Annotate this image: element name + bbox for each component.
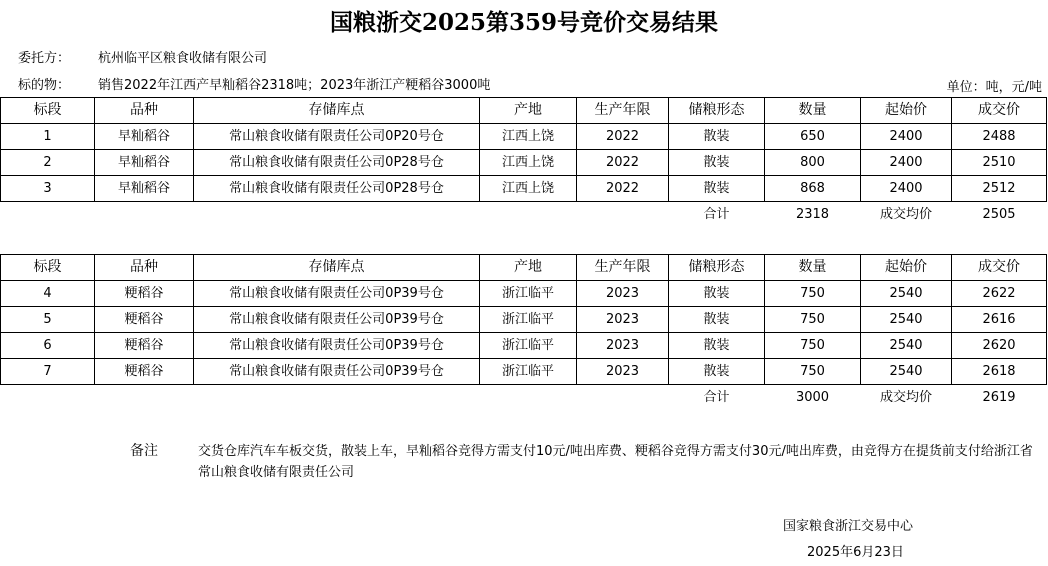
table-cell: 浙江临平: [480, 281, 577, 307]
header-cell: 产地: [480, 255, 577, 281]
table-cell: 常山粮食收储有限责任公司0P39号仓: [194, 307, 480, 333]
table-cell: 2023: [577, 359, 669, 385]
client-line: [18, 50, 267, 68]
table-cell: 常山粮食收储有限责任公司0P20号仓: [194, 124, 480, 150]
table-cell: 2022: [577, 124, 669, 150]
table-row: [1, 150, 1047, 176]
table-cell: 2616: [952, 307, 1047, 333]
header-cell: 成交价: [952, 98, 1047, 124]
remark-label: 备注: [130, 443, 158, 459]
average-price-label: 成交均价: [879, 390, 932, 405]
client-value: 杭州临平区粮食收储有限公司: [98, 51, 268, 66]
table-cell: 散装: [669, 359, 765, 385]
table-cell: 2023: [577, 333, 669, 359]
table-cell: 早籼稻谷: [95, 176, 194, 202]
total-label: 合计: [703, 390, 730, 405]
table-cell: 2622: [952, 281, 1047, 307]
total-quantity: 3000: [795, 390, 830, 405]
table-cell: 868: [765, 176, 861, 202]
table-cell: 4: [1, 281, 95, 307]
table-cell: 2540: [861, 307, 952, 333]
header-cell: 储粮形态: [669, 255, 765, 281]
table-cell: 常山粮食收储有限责任公司0P39号仓: [194, 281, 480, 307]
results-table-japonica: [0, 254, 1047, 410]
header-cell: 起始价: [861, 255, 952, 281]
table-row: [1, 359, 1047, 385]
table-row: [1, 176, 1047, 202]
subject-label: 标的物：: [18, 78, 71, 93]
summary-row: [1, 202, 1047, 228]
table-cell: 2618: [952, 359, 1047, 385]
table-cell: 2022: [577, 150, 669, 176]
table-cell: 粳稻谷: [95, 333, 194, 359]
table-header-row: [1, 98, 1047, 124]
table-cell: 2512: [952, 176, 1047, 202]
document-title: 国粮浙交2025第359号竞价交易结果: [329, 9, 719, 36]
summary-row: [1, 385, 1047, 411]
header-cell: 生产年限: [577, 255, 669, 281]
subject-line: [18, 77, 490, 95]
table-cell: 散装: [669, 307, 765, 333]
issuing-organization: 国家粮食浙江交易中心: [783, 519, 914, 534]
table-cell: 粳稻谷: [95, 359, 194, 385]
table-cell: 散装: [669, 281, 765, 307]
header-cell: 产地: [480, 98, 577, 124]
table-header-row: [1, 255, 1047, 281]
table-cell: 2540: [861, 281, 952, 307]
table-row: [1, 281, 1047, 307]
table-cell: 江西上饶: [480, 176, 577, 202]
table-cell: 800: [765, 150, 861, 176]
table-cell: 散装: [669, 176, 765, 202]
subject-value: 销售2022年江西产早籼稻谷2318吨；2023年浙江产粳稻谷3000吨: [98, 78, 491, 93]
header-cell: 数量: [765, 98, 861, 124]
average-price-label: 成交均价: [879, 207, 932, 222]
header-cell: 数量: [765, 255, 861, 281]
table-cell: 常山粮食收储有限责任公司0P39号仓: [194, 333, 480, 359]
table-cell: 5: [1, 307, 95, 333]
table-cell: 粳稻谷: [95, 281, 194, 307]
table-cell: 2400: [861, 150, 952, 176]
table-row: [1, 124, 1047, 150]
table-cell: 2620: [952, 333, 1047, 359]
table-cell: 750: [765, 281, 861, 307]
table-row: [1, 307, 1047, 333]
table-cell: 浙江临平: [480, 359, 577, 385]
table-cell: 浙江临平: [480, 333, 577, 359]
issue-date: 2025年6月23日: [807, 545, 904, 560]
table-cell: 粳稻谷: [95, 307, 194, 333]
table-cell: 2540: [861, 359, 952, 385]
table-cell: 2540: [861, 333, 952, 359]
average-price: 2505: [982, 207, 1016, 222]
table-cell: 2023: [577, 281, 669, 307]
client-label: 委托方：: [18, 51, 71, 66]
table-cell: 江西上饶: [480, 124, 577, 150]
table-cell: 2400: [861, 176, 952, 202]
unit-note: 单位：吨，元/吨: [946, 80, 1042, 95]
remark-text: 交货仓库汽车车板交货，散装上车，早籼稻谷竞得方需支付10元/吨出库费、粳稻谷竞得方需支付30元/吨出库费，由竞得方在提货前支付给浙江省常山粮食收储有限责任公司: [198, 444, 1033, 480]
table-cell: 浙江临平: [480, 307, 577, 333]
table-cell: 2: [1, 150, 95, 176]
table-cell: 散装: [669, 124, 765, 150]
table-cell: 散装: [669, 150, 765, 176]
header-cell: 存储库点: [194, 98, 480, 124]
header-cell: 储粮形态: [669, 98, 765, 124]
header-cell: 标段: [1, 255, 95, 281]
table-cell: 3: [1, 176, 95, 202]
table-cell: 早籼稻谷: [95, 150, 194, 176]
table-cell: 2510: [952, 150, 1047, 176]
table-cell: 江西上饶: [480, 150, 577, 176]
table-cell: 2488: [952, 124, 1047, 150]
table-cell: 7: [1, 359, 95, 385]
header-cell: 品种: [95, 255, 194, 281]
table-cell: 常山粮食收储有限责任公司0P28号仓: [194, 176, 480, 202]
table-cell: 早籼稻谷: [95, 124, 194, 150]
table-cell: 650: [765, 124, 861, 150]
header-cell: 品种: [95, 98, 194, 124]
table-cell: 常山粮食收储有限责任公司0P28号仓: [194, 150, 480, 176]
header-cell: 成交价: [952, 255, 1047, 281]
table-cell: 750: [765, 307, 861, 333]
header-cell: 标段: [1, 98, 95, 124]
table-cell: 750: [765, 359, 861, 385]
header-cell: 存储库点: [194, 255, 480, 281]
table-cell: 2023: [577, 307, 669, 333]
header-cell: 生产年限: [577, 98, 669, 124]
table-cell: 6: [1, 333, 95, 359]
table-cell: 常山粮食收储有限责任公司0P39号仓: [194, 359, 480, 385]
results-table-early-indica: [0, 97, 1047, 227]
table-cell: 2400: [861, 124, 952, 150]
table-cell: 散装: [669, 333, 765, 359]
table-row: [1, 333, 1047, 359]
total-quantity: 2318: [795, 207, 830, 222]
average-price: 2619: [982, 390, 1016, 405]
table-cell: 1: [1, 124, 95, 150]
header-cell: 起始价: [861, 98, 952, 124]
total-label: 合计: [703, 207, 730, 222]
table-cell: 2022: [577, 176, 669, 202]
table-cell: 750: [765, 333, 861, 359]
